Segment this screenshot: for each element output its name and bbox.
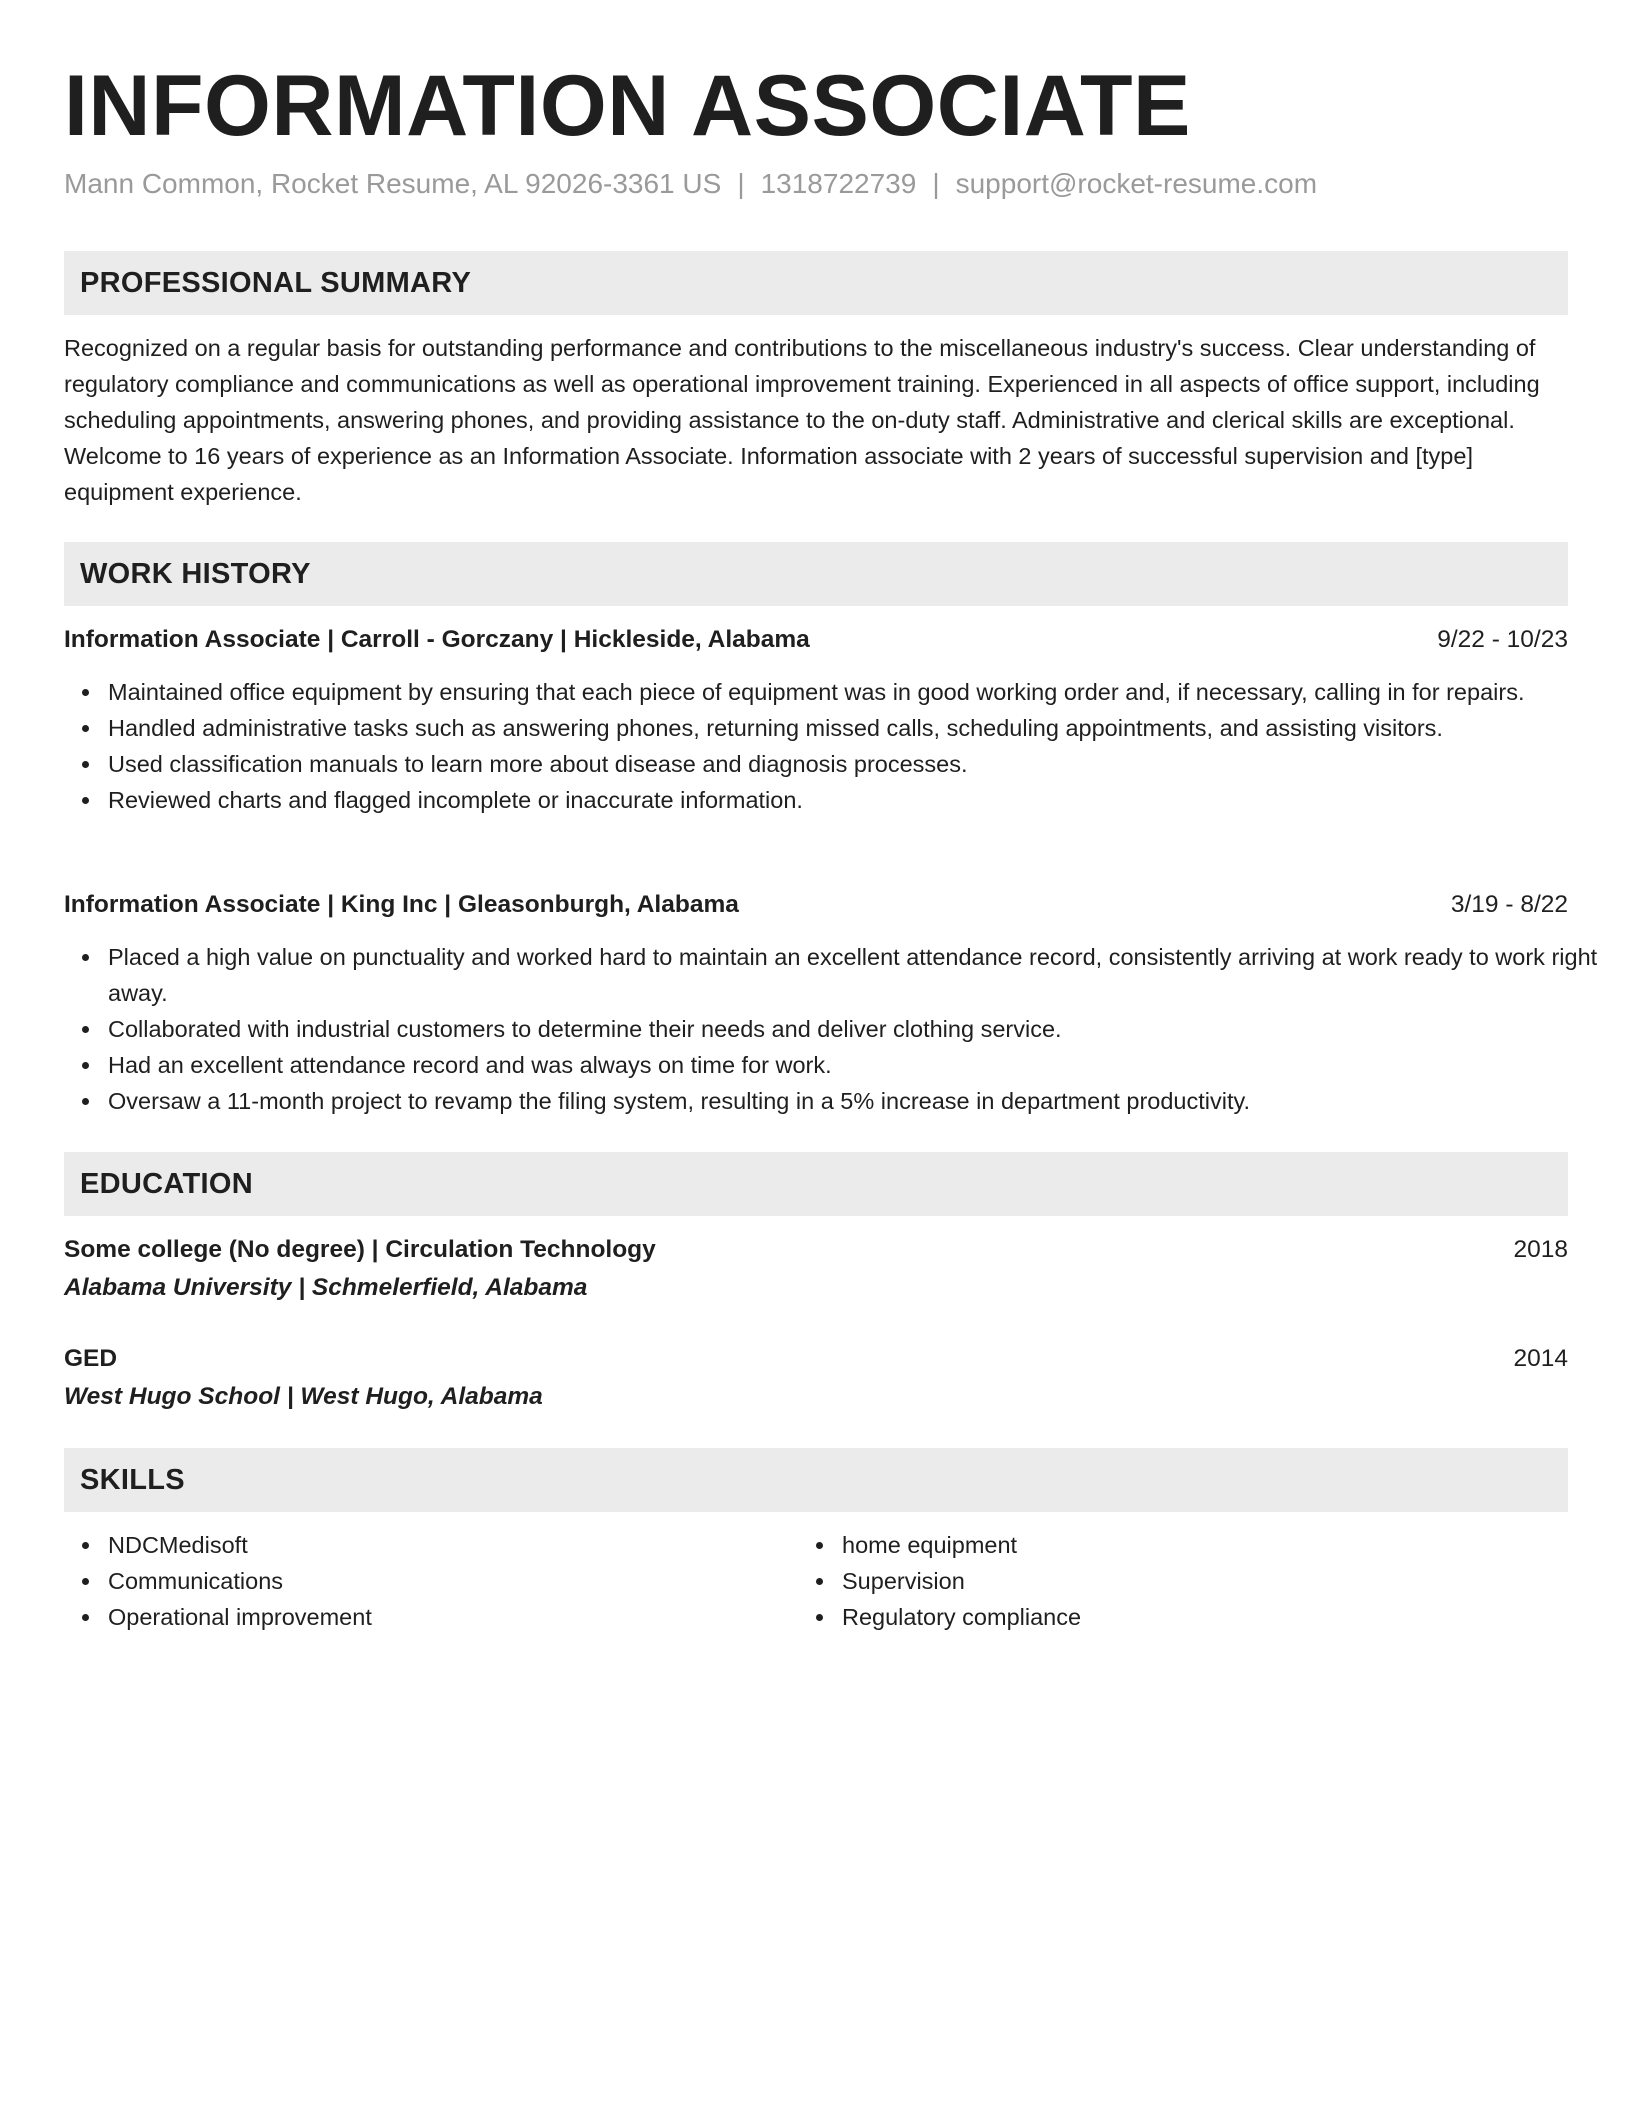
- skill-item: Regulatory compliance: [842, 1599, 1632, 1635]
- skill-item: Operational improvement: [108, 1599, 1612, 1635]
- list-item: Placed a high value on punctuality and worked hard to maintain an excellent attendance record, consistently arriving at work ready to work right away.: [108, 939, 1612, 1011]
- job-bullet-list: [64, 939, 1612, 1119]
- contact-separator: |: [932, 168, 940, 199]
- degree-line: GED: [64, 1345, 118, 1372]
- job-title-line: Information Associate | King Inc | Gleasonburgh, Alabama: [64, 891, 739, 918]
- education-year: 2018: [1513, 1236, 1568, 1263]
- contact-address: Mann Common, Rocket Resume, AL 92026-3361 US: [64, 168, 722, 199]
- contact-phone: 1318722739: [760, 168, 917, 199]
- job-heading: [64, 622, 1568, 658]
- section-header-summary: [64, 251, 1568, 315]
- skill-item: Supervision: [842, 1563, 1632, 1599]
- skill-item: home equipment: [842, 1527, 1632, 1563]
- section-title: WORK HISTORY: [80, 558, 311, 590]
- list-item: Used classification manuals to learn more about disease and diagnosis processes.: [108, 746, 1612, 782]
- contact-line: [64, 164, 1317, 204]
- section-header-work-history: [64, 542, 1568, 606]
- school-line: West Hugo School | West Hugo, Alabama: [64, 1383, 543, 1410]
- list-item: Reviewed charts and flagged incomplete or inaccurate information.: [108, 782, 1612, 818]
- list-item: Handled administrative tasks such as answering phones, returning missed calls, scheduling appointments, and assisting visitors.: [108, 710, 1612, 746]
- resume-name: INFORMATION ASSOCIATE: [64, 58, 1191, 154]
- section-header-education: [64, 1152, 1568, 1216]
- section-header-skills: [64, 1448, 1568, 1512]
- job-bullet-list: [64, 674, 1612, 818]
- education-heading: [64, 1341, 1568, 1377]
- job-title-line: Information Associate | Carroll - Gorczany | Hickleside, Alabama: [64, 626, 810, 653]
- skill-item: Communications: [108, 1563, 1612, 1599]
- school-line: Alabama University | Schmelerfield, Alabama: [64, 1274, 588, 1301]
- skill-item: NDCMedisoft: [108, 1527, 1612, 1563]
- degree-line: Some college (No degree) | Circulation Technology: [64, 1236, 656, 1263]
- skills-list-right: [798, 1527, 1632, 1635]
- contact-separator: |: [737, 168, 745, 199]
- list-item: Collaborated with industrial customers to determine their needs and deliver clothing service.: [108, 1011, 1612, 1047]
- job-dates: 9/22 - 10/23: [1437, 626, 1568, 653]
- contact-email: support@rocket-resume.com: [955, 168, 1318, 199]
- list-item: Had an excellent attendance record and was always on time for work.: [108, 1047, 1612, 1083]
- education-heading: [64, 1232, 1568, 1268]
- job-heading: [64, 887, 1568, 923]
- section-title: SKILLS: [80, 1464, 185, 1496]
- list-item: Maintained office equipment by ensuring that each piece of equipment was in good working order and, if necessary, calling in for repairs.: [108, 674, 1612, 710]
- section-title: PROFESSIONAL SUMMARY: [80, 267, 472, 299]
- section-title: EDUCATION: [80, 1168, 253, 1200]
- job-dates: 3/19 - 8/22: [1450, 891, 1568, 918]
- education-year: 2014: [1513, 1345, 1568, 1372]
- list-item: Oversaw a 11-month project to revamp the filing system, resulting in a 5% increase in department productivity.: [108, 1083, 1612, 1119]
- summary-text: Recognized on a regular basis for outstanding performance and contributions to the miscellaneous industry's success. Clear understanding of regulatory compliance and communications as well as operational improvement training. Experienced in all aspects of office support, including scheduling appointments, answering phones, and providing assistance to the on-duty staff. Administrative and clerical skills are exceptional. Welcome to 16 years of experience as an Information Associate. Information associate with 2 years of successful supervision and [type] equipment experience.: [64, 335, 1540, 505]
